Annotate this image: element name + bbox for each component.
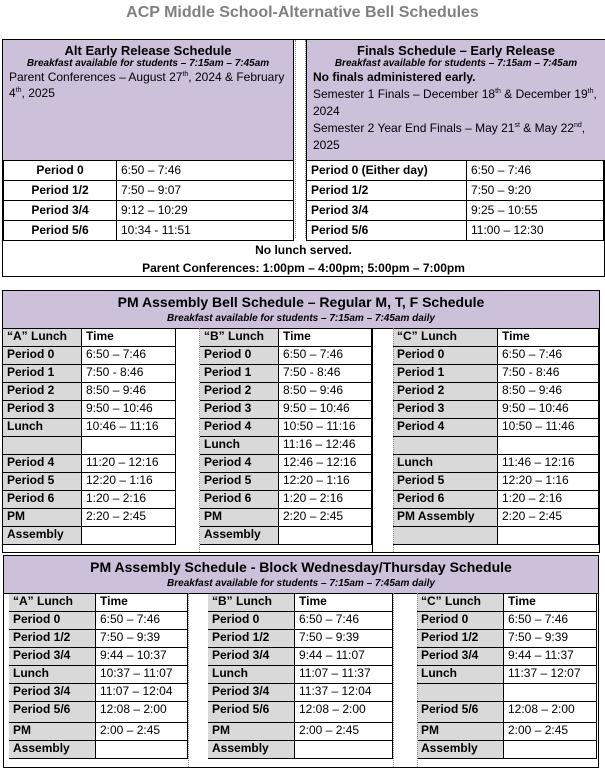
- table-row: [9, 648, 188, 666]
- table-header-row: [3, 329, 176, 347]
- period-label: [417, 684, 504, 702]
- period-time: 1:20 – 2:16: [498, 491, 599, 509]
- lunch-table: [208, 593, 393, 759]
- table-row: [393, 491, 599, 509]
- lunch-label: “C” Lunch: [393, 329, 498, 347]
- table-row: [417, 612, 597, 630]
- table-row: [4, 221, 294, 241]
- period-label: Period 0: [200, 347, 279, 365]
- period-label: Period 1/2: [208, 630, 295, 648]
- table-row: [3, 419, 176, 437]
- period-time: 10:37 – 11:07: [96, 666, 188, 684]
- table-row: [4, 181, 294, 201]
- period-label: Period 3/4: [208, 684, 295, 702]
- no-finals-text: No finals administered early.: [313, 70, 476, 84]
- lunch-label: “B” Lunch: [200, 329, 279, 347]
- period-label: Period 4: [3, 455, 82, 473]
- period-label: Period 0: [393, 347, 498, 365]
- period-time: 7:50 - 8:46: [498, 365, 599, 383]
- lunch-table: [9, 593, 188, 759]
- period-time: 7:50 – 9:20: [467, 181, 604, 201]
- period-time: 11:37 – 12:07: [504, 666, 597, 684]
- table-header-row: [200, 329, 372, 347]
- period-label: Period 1: [200, 365, 279, 383]
- period-time: 8:50 – 9:46: [498, 383, 599, 401]
- period-time: 10:50 – 11:16: [279, 419, 372, 437]
- time-header: Time: [504, 594, 597, 612]
- period-label: Lunch: [200, 437, 279, 455]
- lunch-label: “A” Lunch: [9, 594, 96, 612]
- table-row: [417, 684, 597, 702]
- period-time: 9:12 – 10:29: [117, 201, 294, 221]
- parent-conferences-text: Parent Conferences – August 27th, 2024 & February 4th, 2025: [9, 70, 285, 100]
- semester1-finals-text: Semester 1 Finals – December 18th & December 19th, 2024: [313, 87, 597, 118]
- time-header: Time: [279, 329, 372, 347]
- lunch-label: “C” Lunch: [417, 594, 504, 612]
- period-label: Period 5/6: [9, 702, 96, 723]
- conferences-time-text: Parent Conferences: 1:00pm – 4:00pm; 5:00pm – 7:00pm: [142, 261, 465, 275]
- period-time: 11:46 – 12:16: [498, 455, 599, 473]
- period-time: [279, 527, 372, 545]
- early-release-section: [2, 39, 605, 277]
- table-row: [208, 741, 393, 759]
- table-row: [208, 666, 393, 684]
- period-label: Period 0: [417, 612, 504, 630]
- period-time: 1:20 – 2:16: [82, 491, 176, 509]
- period-time: 6:50 – 7:46: [117, 161, 294, 181]
- period-label: PM: [200, 509, 279, 527]
- period-label: Period 5/6: [307, 221, 467, 241]
- table-row: [307, 161, 604, 181]
- period-time: 9:50 – 10:46: [498, 401, 599, 419]
- period-time: [498, 527, 599, 545]
- table-row: [200, 437, 372, 455]
- period-time: 9:44 – 10:37: [96, 648, 188, 666]
- period-label: Lunch: [417, 666, 504, 684]
- period-time: 12:46 – 12:16: [279, 455, 372, 473]
- period-time: 7:50 - 8:46: [279, 365, 372, 383]
- table-row: [9, 612, 188, 630]
- period-time: [498, 437, 599, 455]
- table-row: [3, 365, 176, 383]
- period-time: [504, 741, 597, 759]
- lunch-table: [200, 328, 372, 545]
- time-header: Time: [82, 329, 176, 347]
- period-label: Period 0: [9, 612, 96, 630]
- table-row: [393, 419, 599, 437]
- table-row: [9, 702, 188, 723]
- period-label: Period 6: [200, 491, 279, 509]
- period-label: Period 1/2: [417, 630, 504, 648]
- table-row: [393, 473, 599, 491]
- period-time: 12:08 – 2:00: [504, 702, 597, 723]
- table-row: [200, 383, 372, 401]
- table-row: [9, 741, 188, 759]
- period-time: [96, 741, 188, 759]
- separator: [176, 328, 200, 552]
- table-row: [3, 473, 176, 491]
- table-row: [3, 347, 176, 365]
- time-header: Time: [96, 594, 188, 612]
- period-label: Period 1/2: [307, 181, 467, 201]
- table-row: [200, 509, 372, 527]
- time-header: Time: [498, 329, 599, 347]
- time-header: Time: [295, 594, 393, 612]
- period-label: Period 5/6: [208, 702, 295, 723]
- table-row: [208, 684, 393, 702]
- period-label: Period 3/4: [9, 648, 96, 666]
- period-time: 2:00 – 2:45: [295, 723, 393, 741]
- table-row: [4, 161, 294, 181]
- table-row: [200, 527, 372, 545]
- period-label: Period 6: [393, 491, 498, 509]
- regular-heading: PM Assembly Bell Schedule – Regular M, T, F Schedule: [117, 294, 485, 310]
- period-label: Lunch: [208, 666, 295, 684]
- regular-breakfast: Breakfast available for students – 7:15am – 7:45am daily: [167, 313, 435, 324]
- period-time: 12:20 – 1:16: [498, 473, 599, 491]
- lunch-label: “B” Lunch: [208, 594, 295, 612]
- period-time: [82, 527, 176, 545]
- table-header-row: [208, 594, 393, 612]
- separator: [295, 40, 306, 238]
- table-row: [4, 201, 294, 221]
- period-label: Period 4: [393, 419, 498, 437]
- period-label: Period 6: [3, 491, 82, 509]
- period-time: 6:50 – 7:46: [295, 612, 393, 630]
- period-label: PM: [9, 723, 96, 741]
- period-time: 2:20 – 2:45: [279, 509, 372, 527]
- no-lunch-text: No lunch served.: [255, 243, 352, 257]
- period-label: Assembly: [208, 741, 295, 759]
- period-label: PM: [417, 723, 504, 741]
- period-time: 12:08 – 2:00: [295, 702, 393, 723]
- table-row: [307, 201, 604, 221]
- table-row: [393, 455, 599, 473]
- period-label: Period 3/4: [9, 684, 96, 702]
- period-time: 12:20 – 1:16: [279, 473, 372, 491]
- period-label: [393, 437, 498, 455]
- table-row: [307, 181, 604, 201]
- period-label: Period 1: [393, 365, 498, 383]
- table-header-row: [9, 594, 188, 612]
- period-label: Assembly: [417, 741, 504, 759]
- table-row: [200, 455, 372, 473]
- early-release-heading: Alt Early Release Schedule: [64, 43, 232, 58]
- block-header: [4, 556, 598, 594]
- table-row: [200, 419, 372, 437]
- period-time: [295, 741, 393, 759]
- separator: [372, 328, 394, 552]
- period-label: [3, 437, 82, 455]
- early-release-header: [3, 40, 294, 160]
- table-row: [9, 723, 188, 741]
- period-label: Assembly: [3, 527, 82, 545]
- lunch-table: [3, 328, 176, 545]
- period-label: Period 0 (Either day): [307, 161, 467, 181]
- period-time: 1:20 – 2:16: [279, 491, 372, 509]
- table-row: [393, 365, 599, 383]
- period-time: 12:20 – 1:16: [82, 473, 176, 491]
- period-label: Period 3: [393, 401, 498, 419]
- period-label: PM: [3, 509, 82, 527]
- period-time: 10:34 - 11:51: [117, 221, 294, 241]
- separator: [188, 593, 209, 767]
- table-row: [417, 666, 597, 684]
- table-row: [208, 612, 393, 630]
- table-row: [3, 437, 176, 455]
- table-row: [393, 383, 599, 401]
- separator: [393, 593, 418, 767]
- period-label: Period 3/4: [4, 201, 117, 221]
- finals-header: [306, 40, 605, 160]
- period-label: Period 5/6: [417, 702, 504, 723]
- table-row: [9, 666, 188, 684]
- period-label: Period 1: [3, 365, 82, 383]
- period-label: Period 1/2: [9, 630, 96, 648]
- period-time: 7:50 - 8:46: [82, 365, 176, 383]
- regular-schedule-section: [2, 290, 600, 553]
- period-time: 11:16 – 12:46: [279, 437, 372, 455]
- period-label: Period 0: [4, 161, 117, 181]
- table-row: [200, 365, 372, 383]
- table-row: [3, 491, 176, 509]
- period-label: Period 5: [200, 473, 279, 491]
- period-label: Period 5: [3, 473, 82, 491]
- period-label: Period 0: [208, 612, 295, 630]
- early-release-breakfast: Breakfast available for students – 7:15am – 7:45am: [26, 58, 270, 69]
- table-row: [200, 473, 372, 491]
- period-label: Period 2: [393, 383, 498, 401]
- lunch-label: “A” Lunch: [3, 329, 82, 347]
- table-row: [3, 401, 176, 419]
- period-time: 10:46 – 11:16: [82, 419, 176, 437]
- period-label: PM: [208, 723, 295, 741]
- table-row: [393, 437, 599, 455]
- period-label: Period 1/2: [4, 181, 117, 201]
- table-row: [417, 648, 597, 666]
- table-row: [208, 630, 393, 648]
- period-time: 11:20 – 12:16: [82, 455, 176, 473]
- period-time: 10:50 – 11:46: [498, 419, 599, 437]
- period-label: Period 4: [200, 455, 279, 473]
- period-time: 11:07 – 12:04: [96, 684, 188, 702]
- period-time: 8:50 – 9:46: [82, 383, 176, 401]
- period-time: 6:50 – 7:46: [504, 612, 597, 630]
- period-time: 9:25 – 10:55: [467, 201, 604, 221]
- table-row: [9, 684, 188, 702]
- period-time: 6:50 – 7:46: [467, 161, 604, 181]
- table-row: [393, 347, 599, 365]
- table-row: [417, 723, 597, 741]
- table-row: [393, 527, 599, 545]
- period-time: 2:20 – 2:45: [82, 509, 176, 527]
- table-row: [3, 509, 176, 527]
- table-header-row: [393, 329, 599, 347]
- period-time: 6:50 – 7:46: [82, 347, 176, 365]
- period-time: 9:50 – 10:46: [82, 401, 176, 419]
- period-time: 8:50 – 9:46: [279, 383, 372, 401]
- block-schedule-section: [3, 555, 599, 768]
- period-label: Period 5/6: [4, 221, 117, 241]
- period-label: Period 3/4: [417, 648, 504, 666]
- table-row: [393, 401, 599, 419]
- period-time: 11:07 – 11:37: [295, 666, 393, 684]
- period-time: 9:44 – 11:37: [504, 648, 597, 666]
- early-release-table: [3, 160, 294, 241]
- table-row: [393, 509, 599, 527]
- period-time: 7:50 – 9:39: [504, 630, 597, 648]
- table-row: [200, 401, 372, 419]
- period-label: Assembly: [9, 741, 96, 759]
- table-row: [200, 347, 372, 365]
- period-label: Period 3/4: [307, 201, 467, 221]
- period-label: Period 3/4: [208, 648, 295, 666]
- period-time: 2:00 – 2:45: [96, 723, 188, 741]
- period-time: 11:37 – 12:04: [295, 684, 393, 702]
- semester2-finals-text: Semester 2 Year End Finals – May 21st & May 22nd, 2025: [313, 121, 586, 152]
- period-time: 7:50 – 9:39: [96, 630, 188, 648]
- period-time: 11:00 – 12:30: [467, 221, 604, 241]
- period-label: Period 3: [3, 401, 82, 419]
- period-label: Period 4: [200, 419, 279, 437]
- period-time: 9:50 – 10:46: [279, 401, 372, 419]
- period-label: Lunch: [9, 666, 96, 684]
- period-time: 6:50 – 7:46: [96, 612, 188, 630]
- table-header-row: [417, 594, 597, 612]
- block-heading: PM Assembly Schedule - Block Wednesday/Thursday Schedule: [90, 559, 512, 575]
- finals-table: [306, 160, 604, 241]
- lunch-table: [417, 593, 597, 759]
- period-label: Lunch: [3, 419, 82, 437]
- period-time: 7:50 – 9:07: [117, 181, 294, 201]
- table-row: [208, 723, 393, 741]
- table-row: [417, 702, 597, 723]
- finals-breakfast: Breakfast available for students – 7:15am – 7:45am: [334, 58, 578, 69]
- period-time: [82, 437, 176, 455]
- period-label: Period 5: [393, 473, 498, 491]
- table-row: [200, 491, 372, 509]
- period-time: 7:50 – 9:39: [295, 630, 393, 648]
- table-row: [3, 527, 176, 545]
- regular-header: [3, 291, 599, 329]
- period-label: Period 2: [3, 383, 82, 401]
- period-label: Period 0: [3, 347, 82, 365]
- period-time: 2:20 – 2:45: [498, 509, 599, 527]
- period-label: Lunch: [393, 455, 498, 473]
- table-row: [9, 630, 188, 648]
- period-time: 12:08 – 2:00: [96, 702, 188, 723]
- period-label: [393, 527, 498, 545]
- table-row: [3, 383, 176, 401]
- table-row: [208, 648, 393, 666]
- block-breakfast: Breakfast available for students – 7:15am – 7:45am daily: [167, 578, 435, 589]
- period-time: 2:00 – 2:45: [504, 723, 597, 741]
- finals-heading: Finals Schedule – Early Release: [357, 43, 555, 58]
- table-row: [417, 630, 597, 648]
- period-time: [504, 684, 597, 702]
- period-label: PM Assembly: [393, 509, 498, 527]
- table-row: [307, 221, 604, 241]
- period-label: Period 2: [200, 383, 279, 401]
- period-time: 6:50 – 7:46: [498, 347, 599, 365]
- table-row: [208, 702, 393, 723]
- lunch-table: [393, 328, 599, 545]
- period-time: 9:44 – 11:07: [295, 648, 393, 666]
- period-label: Assembly: [200, 527, 279, 545]
- period-label: Period 3: [200, 401, 279, 419]
- page-title: ACP Middle School-Alternative Bell Schedules: [126, 4, 479, 21]
- table-row: [417, 741, 597, 759]
- table-row: [3, 455, 176, 473]
- period-time: 6:50 – 7:46: [279, 347, 372, 365]
